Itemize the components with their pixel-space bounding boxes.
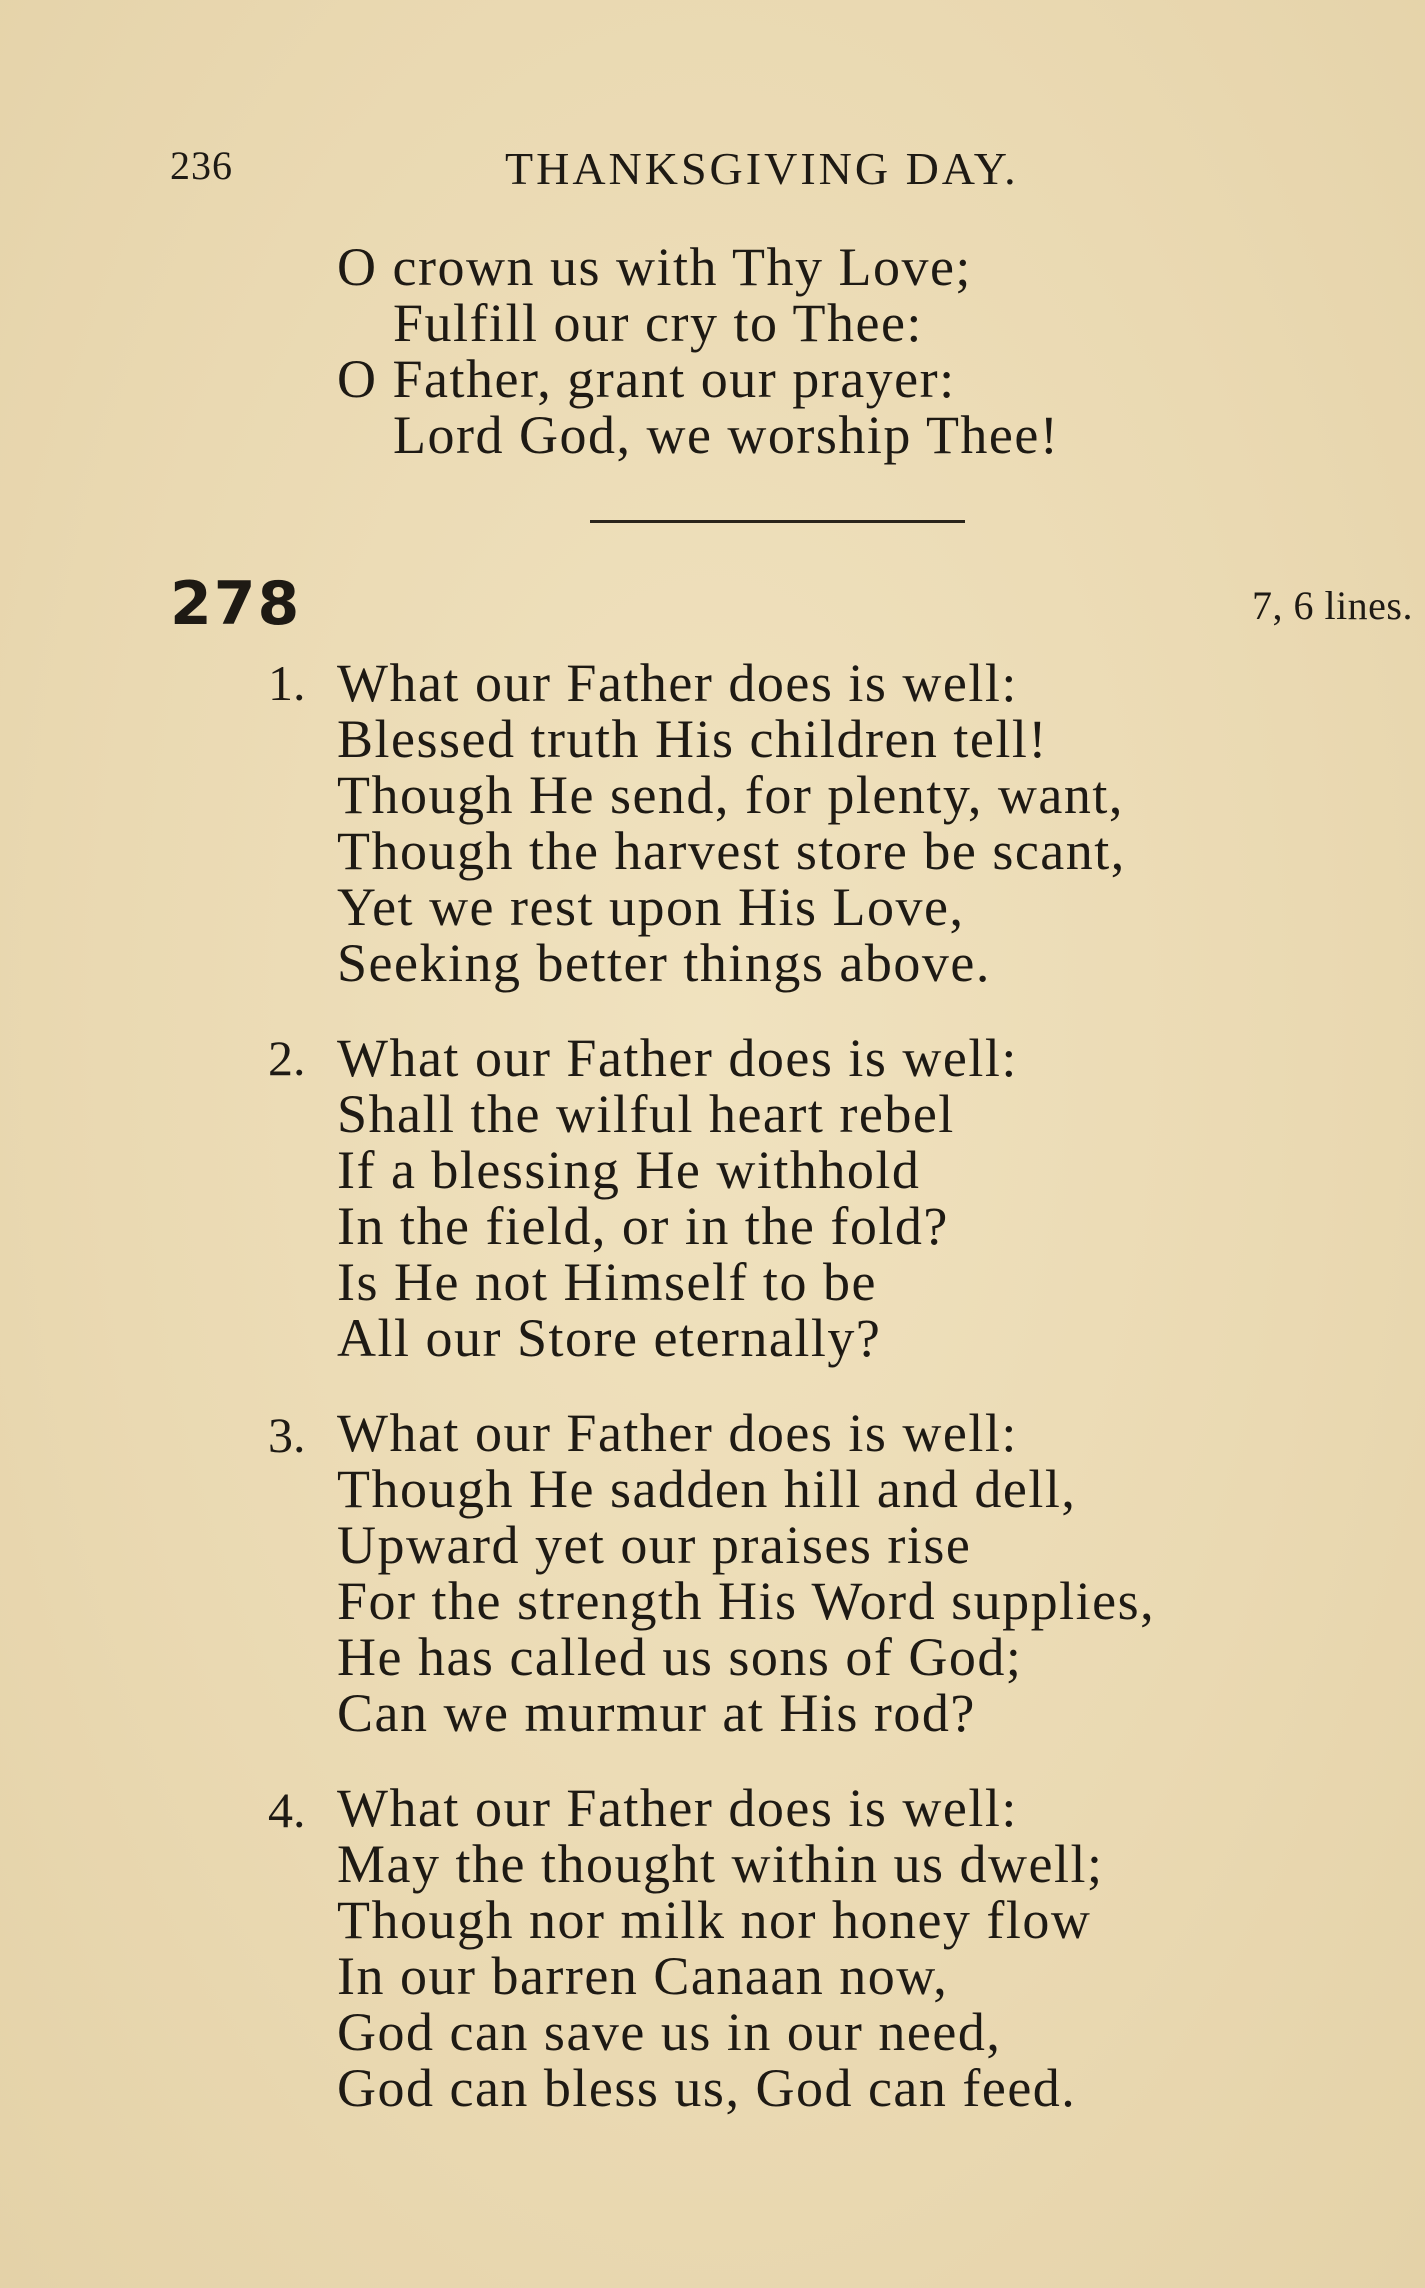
stanza-number: 4. (268, 1782, 306, 1838)
verse-line: For the strength His Word supplies, (337, 1571, 1156, 1631)
running-head: THANKSGIVING DAY. (505, 143, 1019, 194)
page-number: 236 (170, 143, 233, 188)
hymn-number: 278 (170, 569, 302, 639)
verse-line: What our Father does is well: (337, 1403, 1018, 1463)
verse-line: In our barren Canaan now, (337, 1946, 949, 2006)
stanza-number: 3. (268, 1407, 306, 1463)
verse-line: Lord God, we worship Thee! (393, 405, 1060, 465)
verse-line: God can bless us, God can feed. (337, 2058, 1077, 2118)
verse-line: Shall the wilful heart rebel (337, 1084, 955, 1144)
stanza-number: 1. (268, 655, 306, 711)
verse-line: Is He not Himself to be (337, 1252, 877, 1312)
stanza-number: 2. (268, 1030, 306, 1086)
verse-line: Though the harvest store be scant, (337, 821, 1126, 881)
verse-line: What our Father does is well: (337, 653, 1018, 713)
verse-line: Can we murmur at His rod? (337, 1683, 976, 1743)
verse-line: O crown us with Thy Love; (337, 237, 972, 297)
verse-line: Though nor milk nor honey flow (337, 1890, 1092, 1950)
hymn-meter: 7, 6 lines. (1251, 583, 1413, 628)
verse-line: May the thought within us dwell; (337, 1834, 1104, 1894)
verse-line: Though He sadden hill and dell, (337, 1459, 1077, 1519)
verse-line: He has called us sons of God; (337, 1627, 1023, 1687)
verse-line: Yet we rest upon His Love, (337, 877, 965, 937)
section-divider (590, 520, 965, 523)
verse-line: Fulfill our cry to Thee: (393, 293, 923, 353)
verse-line: God can save us in our need, (337, 2002, 1002, 2062)
verse-line: Upward yet our praises rise (337, 1515, 972, 1575)
verse-line: Though He send, for plenty, want, (337, 765, 1124, 825)
verse-line: In the field, or in the fold? (337, 1196, 949, 1256)
verse-line: What our Father does is well: (337, 1028, 1018, 1088)
verse-line: If a blessing He withhold (337, 1140, 921, 1200)
verse-line: O Father, grant our prayer: (337, 349, 956, 409)
verse-line: Blessed truth His children tell! (337, 709, 1048, 769)
page-header (170, 142, 1080, 202)
verse-line: What our Father does is well: (337, 1778, 1018, 1838)
verse-line: All our Store eternally? (337, 1308, 882, 1368)
verse-line: Seeking better things above. (337, 933, 991, 993)
